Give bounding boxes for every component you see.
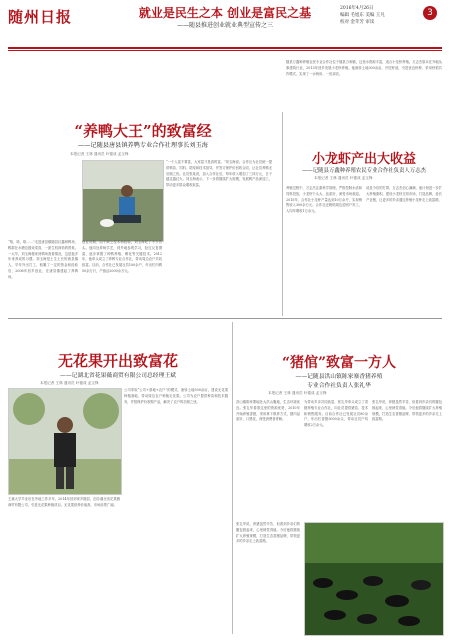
article2-column1: 随县万鑫种养殖农民专业合作社位于随县万和镇，这里水资源丰富，适合小龙虾养殖。万志杰原本在外地从事建筑行业，2013年回乡发展小龙虾养殖。他流转土地300余亩，开挖虾池，引进优良虾种，采用虾稻共作模式，实现了一水两用、一田双收。 bbox=[286, 60, 442, 76]
article1-photo bbox=[82, 160, 164, 242]
masthead-rule-thin bbox=[8, 50, 442, 51]
article4-column1-continued: 张礼华说，养猪虽然辛苦，但看到乡亲们的腰包鼓起来，心里就觉得值。今后他将继续扩大养殖规模，打造生态香猪品牌，带领更多的乡亲走上致富路。 bbox=[236, 522, 300, 544]
article3-photo bbox=[8, 388, 122, 495]
article3-column2: 公司采取“公司+基地+农户”的模式，流转土地500余亩，建设无花果种植基地，带动周边农户种植无花果。公司为农户提供种苗和技术服务，并按保护价收购产品，解决了农户的后顾之忧。 bbox=[124, 388, 228, 404]
article1-subtitle: ——记随县唐县镇养鸭专业合作社理事长刘玉海 bbox=[78, 142, 208, 149]
article4-column1: 洪山镇陈家寨地处大洪山腹地，生态环境优良。张礼华看准这里的资源优势，2010年开始养殖香猪，采用林下散养方式，猪肉品质好、口感佳，深受消费者青睐。 bbox=[236, 400, 300, 422]
article3-subtitle: ——记湖北省花果薇商贸有限公司总经理王斌 bbox=[60, 373, 176, 379]
column-divider bbox=[282, 112, 283, 316]
article4-subtitle-line1: ——记随县洪山镇陈家寨香猪养殖 bbox=[295, 374, 383, 380]
page-subbanner: ——随县推进创业就业典型宣传之三 bbox=[176, 22, 273, 29]
article4-photo bbox=[304, 522, 444, 636]
article4-column2: 为带动乡亲共同致富，张礼华牵头成立了香猪养殖专业合作社，向社员提供猪苗、技术和销售服务。目前合作社已发展社员80余户，年出栏香猪3000余头，带动社员户均增收2万余元。 bbox=[304, 400, 368, 428]
page-number-badge: 3 bbox=[423, 6, 437, 20]
article1-title: “养鸭大王”的致富经 bbox=[74, 122, 212, 140]
article1-column2: 创业初期，由于缺乏技术和经验，刘玉海吃了不少苦头。他四处拜师学艺，到外地参观学习，经过反复摸索，逐步掌握了种鸭养殖、孵化等关键技术。2012年，他牵头成立了养鸭专业合作社，带动周边农户共同致富。目前，合作社已发展社员100余户，年出栏肉鸭50余万只，产值达2000余万元。 bbox=[82, 240, 162, 273]
issue-date: 2016年4月26日 bbox=[340, 6, 374, 11]
article2-title: 小龙虾产出大收益 bbox=[311, 152, 416, 167]
article4-title: “猪倌”致富一方人 bbox=[281, 355, 397, 371]
article3-column1: 王斌大学毕业后在外地工作多年，2014年回到家乡随县，创办湖北省花果薇商贸有限公司，引进无花果种植项目。无花果营养价值高，市场前景广阔。 bbox=[8, 497, 120, 507]
article1-byline: 本报记者 王林 通讯员 叶德成 孟玉锋 bbox=[70, 152, 129, 156]
article1-column3: “一个人富不算富，大家富才是真的富。”刘玉海说。合作社为社员统一提供鸭苗、饲料、防疫和技术指导，并签订保护价回收合同，让社员养鸭无后顾之忧。社员张某说，加入合作社后，每年收入增加了三四万元，日子越过越红火。刘玉海表示，下一步将继续扩大规模，发展鸭产品深加工，带动更多群众增收致富。 bbox=[166, 160, 272, 188]
article3-byline: 本报记者 王林 通讯员 叶德成 孟玉锋 bbox=[40, 381, 99, 385]
issue-editor: 编辑 毛旭东 美编 王凡 bbox=[340, 13, 385, 18]
issue-proofread: 校对 金苹芳 审读 bbox=[340, 20, 375, 25]
article2-column3: 谈及今后的打算，万志杰信心满满，他计划进一步扩大养殖面积，建设小龙虾交易市场，打造品牌，延长产业链，让更多的乡亲通过养殖小龙虾走上致富路。 bbox=[366, 186, 442, 202]
section-divider bbox=[8, 318, 442, 319]
article2-column2: 养殖过程中，万志杰注重科学管理，严格控制水质和饲料投放，小龙虾个头大、品质好，深受市场欢迎。2015年，合作社小龙虾产量达到10万余斤，实现销售收入300余万元。合作社还吸纳周边贫困户务工，人均年增收1万余元。 bbox=[286, 186, 362, 214]
masthead-rule bbox=[8, 47, 442, 49]
article2-subtitle: ——记随县万鑫种养殖农民专业合作社负责人万志杰 bbox=[302, 168, 426, 174]
column-divider-lower bbox=[232, 322, 233, 634]
article2-byline: 本报记者 王林 通讯员 叶德成 孟玉锋 bbox=[314, 176, 373, 180]
farmer-with-duck-illustration bbox=[83, 161, 163, 241]
article3-title: 无花果开出致富花 bbox=[57, 352, 178, 370]
article4-byline: 本报记者 王林 通讯员 叶德成 孟玉锋 bbox=[268, 391, 327, 395]
issue-meta bbox=[340, 5, 420, 26]
newspaper-logo: 随州日报 bbox=[8, 8, 73, 26]
article4-subtitle-line2: 专业合作社负责人张礼华 bbox=[307, 383, 371, 389]
article1-column1: “咯、咯、咯……”走进唐县镇随县巨鑫种鸭场，鸭群在水塘边嬉戏觅食，一派生机勃勃的景象。一大早，刘玉海便来到鸭场查看情况，这是他多年来养成的习惯。刘玉海是土生土长的唐县镇人，早年外出打工，积累了一定的资金和经验后，2008年回乡创业，在唐县镇建起了养鸭场。 bbox=[8, 240, 78, 279]
article4-column3: 张礼华说，养猪虽然辛苦，但看到乡亲们的腰包鼓起来，心里就觉得值。今后他将继续扩大养殖规模，打造生态香猪品牌，带领更多的乡亲走上致富路。 bbox=[372, 400, 442, 422]
pig-herd-illustration bbox=[305, 523, 443, 635]
man-in-orchard-illustration bbox=[9, 389, 121, 494]
page-banner: 就业是民生之本 创业是富民之基 bbox=[138, 6, 312, 20]
